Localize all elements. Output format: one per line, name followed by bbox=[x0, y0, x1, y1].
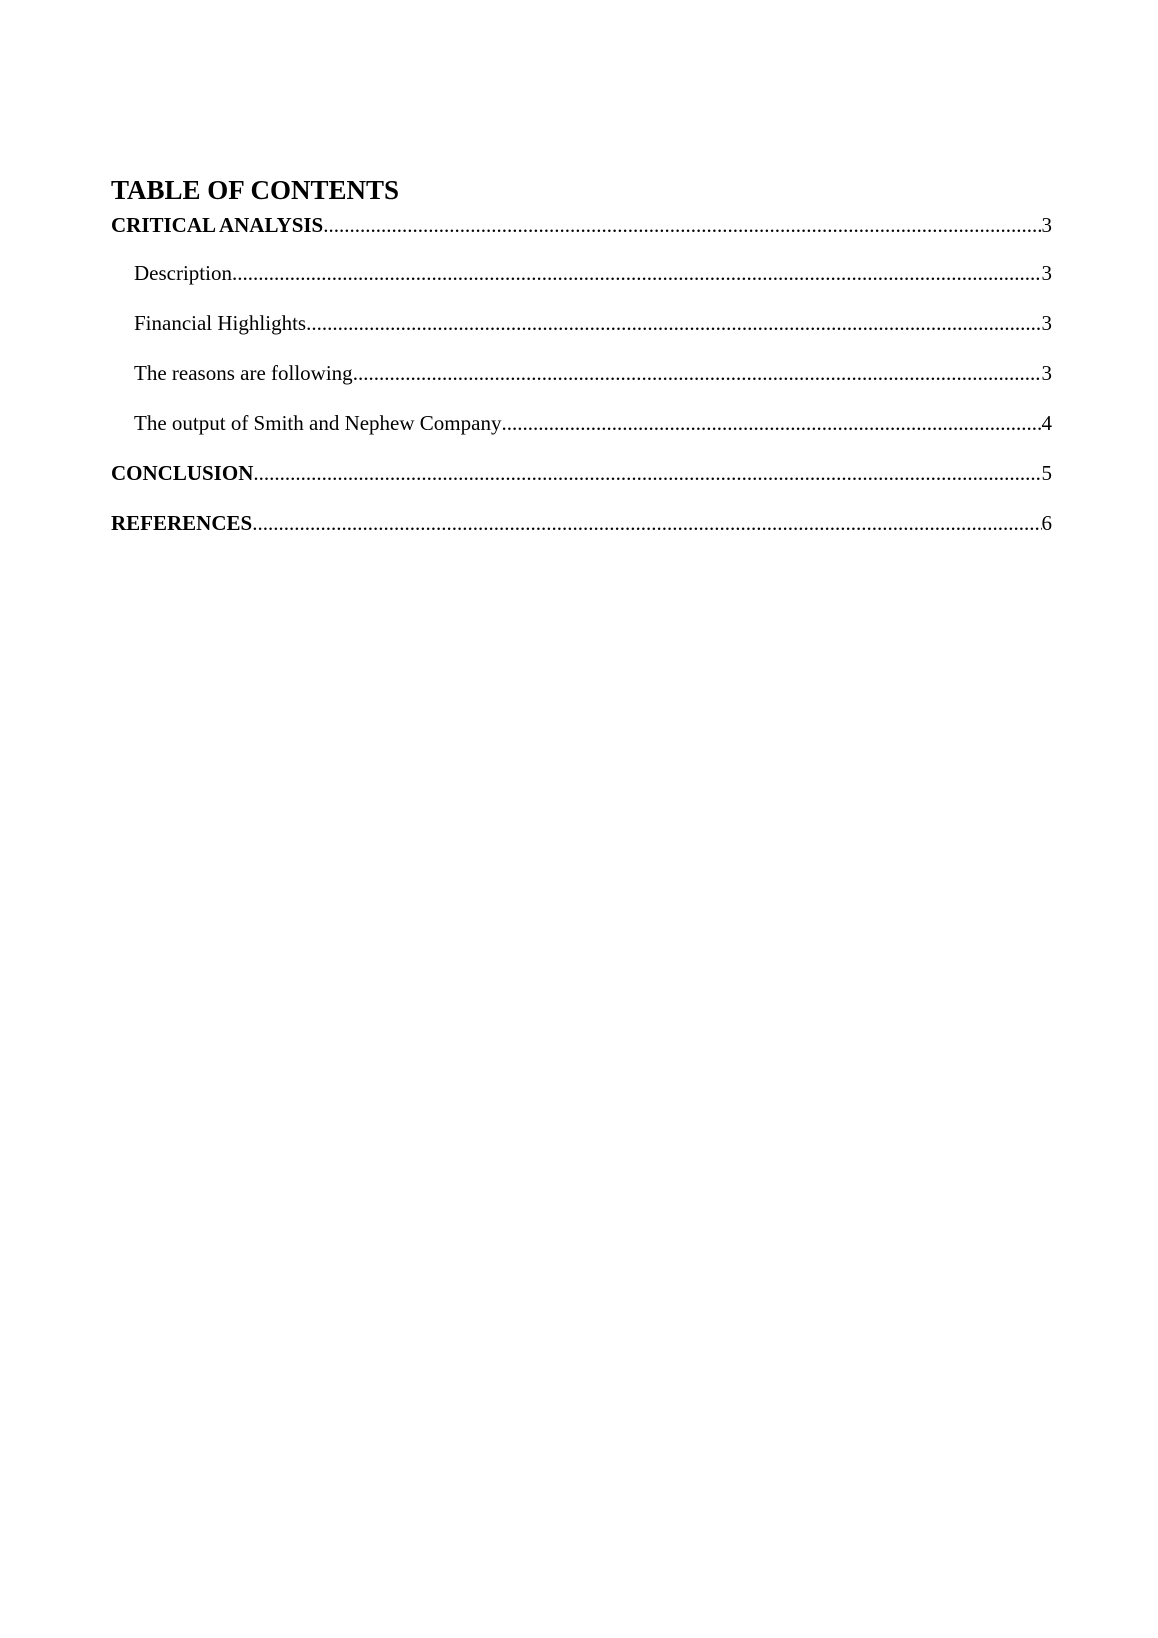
table-of-contents bbox=[111, 172, 1052, 556]
toc-entry-page-number: 4 bbox=[1041, 411, 1052, 435]
toc-entry-label: Description bbox=[134, 261, 232, 285]
toc-entry-output-smith-nephew[interactable] bbox=[111, 406, 1052, 456]
toc-list bbox=[111, 208, 1052, 556]
toc-dot-leader bbox=[232, 261, 1042, 285]
toc-entry-page-number: 3 bbox=[1041, 361, 1052, 385]
toc-entry-row bbox=[111, 356, 1052, 385]
toc-entry-page-number: 6 bbox=[1041, 511, 1052, 535]
toc-entry-page-number: 3 bbox=[1041, 213, 1052, 237]
toc-entry-label: Financial Highlights bbox=[134, 311, 307, 335]
toc-entry-row bbox=[111, 306, 1052, 335]
toc-entry-critical-analysis[interactable] bbox=[111, 208, 1052, 256]
toc-title: TABLE OF CONTENTS bbox=[111, 175, 400, 205]
toc-entry-financial-highlights[interactable] bbox=[111, 306, 1052, 356]
toc-entry-label: CRITICAL ANALYSIS bbox=[111, 213, 324, 237]
toc-entry-row bbox=[111, 456, 1052, 485]
toc-entry-page-number: 5 bbox=[1041, 461, 1052, 485]
toc-entry-conclusion[interactable] bbox=[111, 456, 1052, 506]
toc-dot-leader bbox=[253, 461, 1041, 485]
toc-entry-row bbox=[111, 208, 1052, 237]
toc-dot-leader bbox=[252, 511, 1041, 535]
toc-entry-row bbox=[111, 406, 1052, 435]
toc-entry-label: The reasons are following bbox=[134, 361, 353, 385]
toc-dot-leader bbox=[323, 213, 1041, 237]
toc-entry-references[interactable] bbox=[111, 506, 1052, 556]
toc-entry-row bbox=[111, 256, 1052, 285]
toc-entry-description[interactable] bbox=[111, 256, 1052, 306]
toc-entry-label: The output of Smith and Nephew Company bbox=[134, 411, 502, 435]
toc-dot-leader bbox=[501, 411, 1041, 435]
toc-entry-page-number: 3 bbox=[1041, 311, 1052, 335]
toc-entry-row bbox=[111, 506, 1052, 535]
toc-entry-page-number: 3 bbox=[1041, 261, 1052, 285]
toc-dot-leader bbox=[306, 311, 1041, 335]
toc-entry-label: CONCLUSION bbox=[111, 461, 254, 485]
toc-dot-leader bbox=[353, 361, 1042, 385]
toc-entry-label: REFERENCES bbox=[111, 511, 253, 535]
toc-entry-reasons-following[interactable] bbox=[111, 356, 1052, 406]
